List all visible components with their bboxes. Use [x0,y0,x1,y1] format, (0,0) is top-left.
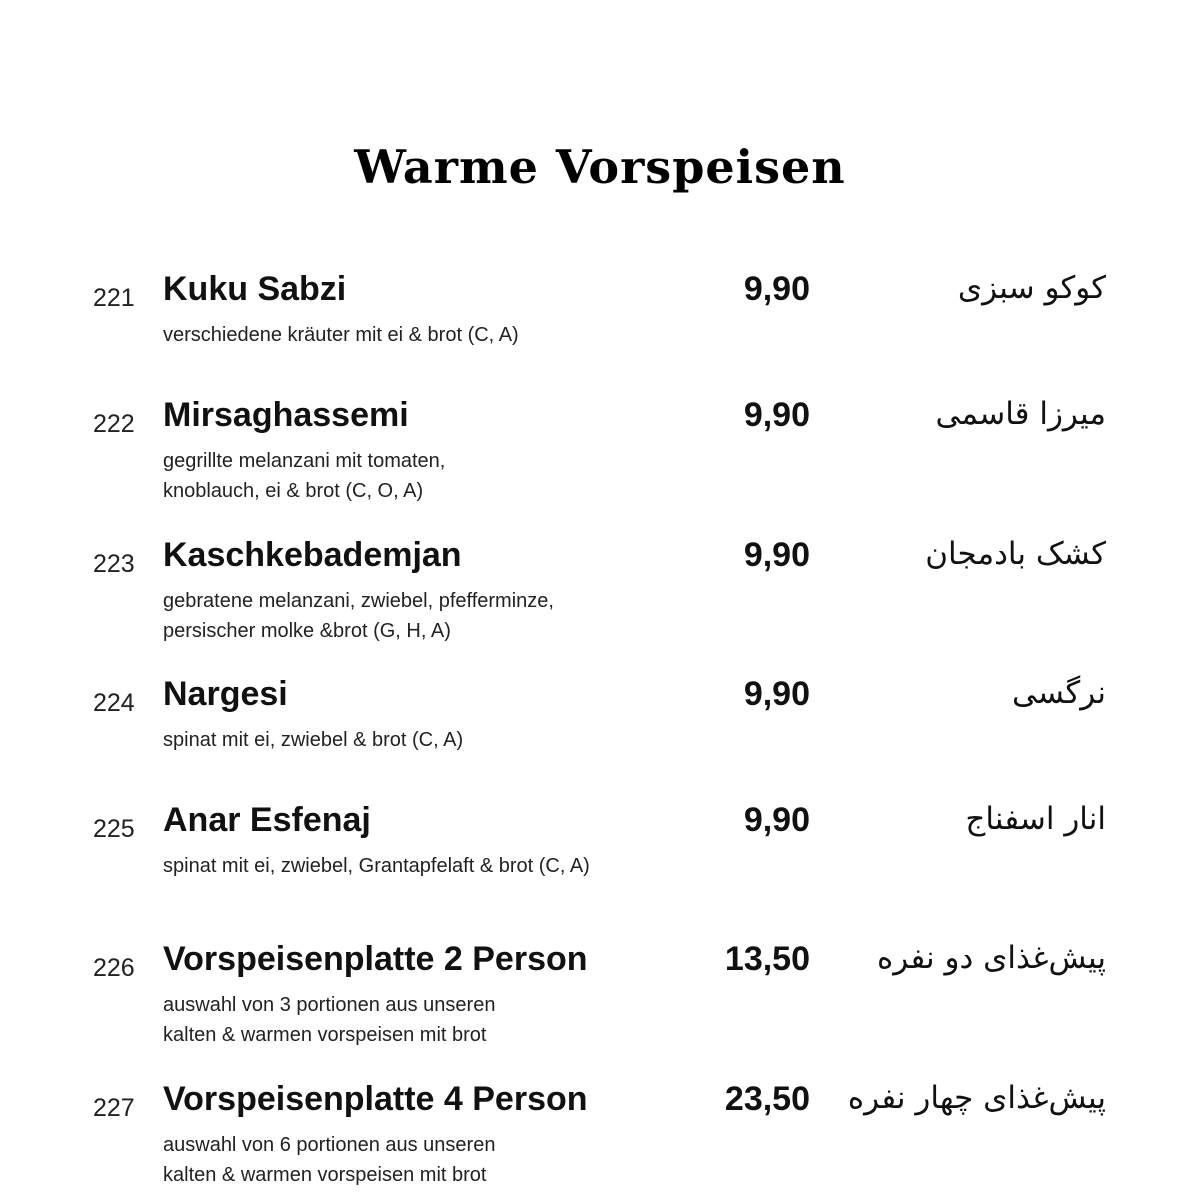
item-price: 23,50 [724,1080,810,1118]
item-number: 224 [93,689,135,717]
item-description-line: kalten & warmen vorspeisen mit brot [163,1164,487,1186]
item-description [163,1130,723,1190]
item-description [163,320,723,350]
item-description [163,725,723,755]
item-description-line: verschiedene kräuter mit ei & brot (C, A) [163,324,519,346]
menu-item-223 [0,536,1200,656]
menu-item-227 [0,1080,1200,1200]
item-persian-name: انار اسفناج [965,801,1106,837]
item-name: Vorspeisenplatte 4 Person [163,1080,588,1118]
item-description [163,851,723,881]
item-description-line: persischer molke &brot (G, H, A) [163,620,451,642]
menu-item-224 [0,675,1200,795]
item-name: Anar Esfenaj [163,801,371,839]
item-name: Kuku Sabzi [163,270,347,308]
item-number: 226 [93,954,135,982]
item-name: Vorspeisenplatte 2 Person [163,940,588,978]
item-price: 9,90 [743,270,810,308]
page-title: Warme Vorspeisen [354,140,846,194]
item-description-line: spinat mit ei, zwiebel, Grantapfelaft & brot (C, A) [163,855,590,877]
item-persian-name: کشک بادمجان [925,536,1106,572]
item-name: Kaschkebademjan [163,536,462,574]
item-number: 227 [93,1094,135,1122]
item-price: 9,90 [743,675,810,713]
item-persian-name: نرگسی [1012,675,1106,711]
item-number: 225 [93,815,135,843]
item-name: Mirsaghassemi [163,396,409,434]
item-number: 221 [93,284,135,312]
menu-item-225 [0,801,1200,921]
item-description-line: gebratene melanzani, zwiebel, pfefferminze, [163,590,554,612]
menu-item-222 [0,396,1200,516]
item-description [163,990,723,1050]
item-price: 9,90 [743,536,810,574]
menu-item-226 [0,940,1200,1060]
item-number: 223 [93,550,135,578]
item-description [163,446,723,506]
item-persian-name: پیش‌غذای دو نفره [876,940,1106,976]
item-price: 9,90 [743,801,810,839]
item-description-line: spinat mit ei, zwiebel & brot (C, A) [163,729,464,751]
item-description-line: knoblauch, ei & brot (C, O, A) [163,480,424,502]
item-persian-name: کوکو سبزی [957,270,1106,306]
item-name: Nargesi [163,675,288,713]
item-description-line: kalten & warmen vorspeisen mit brot [163,1024,487,1046]
item-number: 222 [93,410,135,438]
item-price: 13,50 [724,940,810,978]
item-description-line: auswahl von 3 portionen aus unseren [163,994,496,1016]
item-persian-name: میرزا قاسمی [935,396,1106,432]
item-persian-name: پیش‌غذای چهار نفره [847,1080,1106,1116]
item-description [163,586,723,646]
item-description-line: gegrillte melanzani mit tomaten, [163,450,446,472]
menu-item-221 [0,270,1200,390]
item-description-line: auswahl von 6 portionen aus unseren [163,1134,496,1156]
item-price: 9,90 [743,396,810,434]
